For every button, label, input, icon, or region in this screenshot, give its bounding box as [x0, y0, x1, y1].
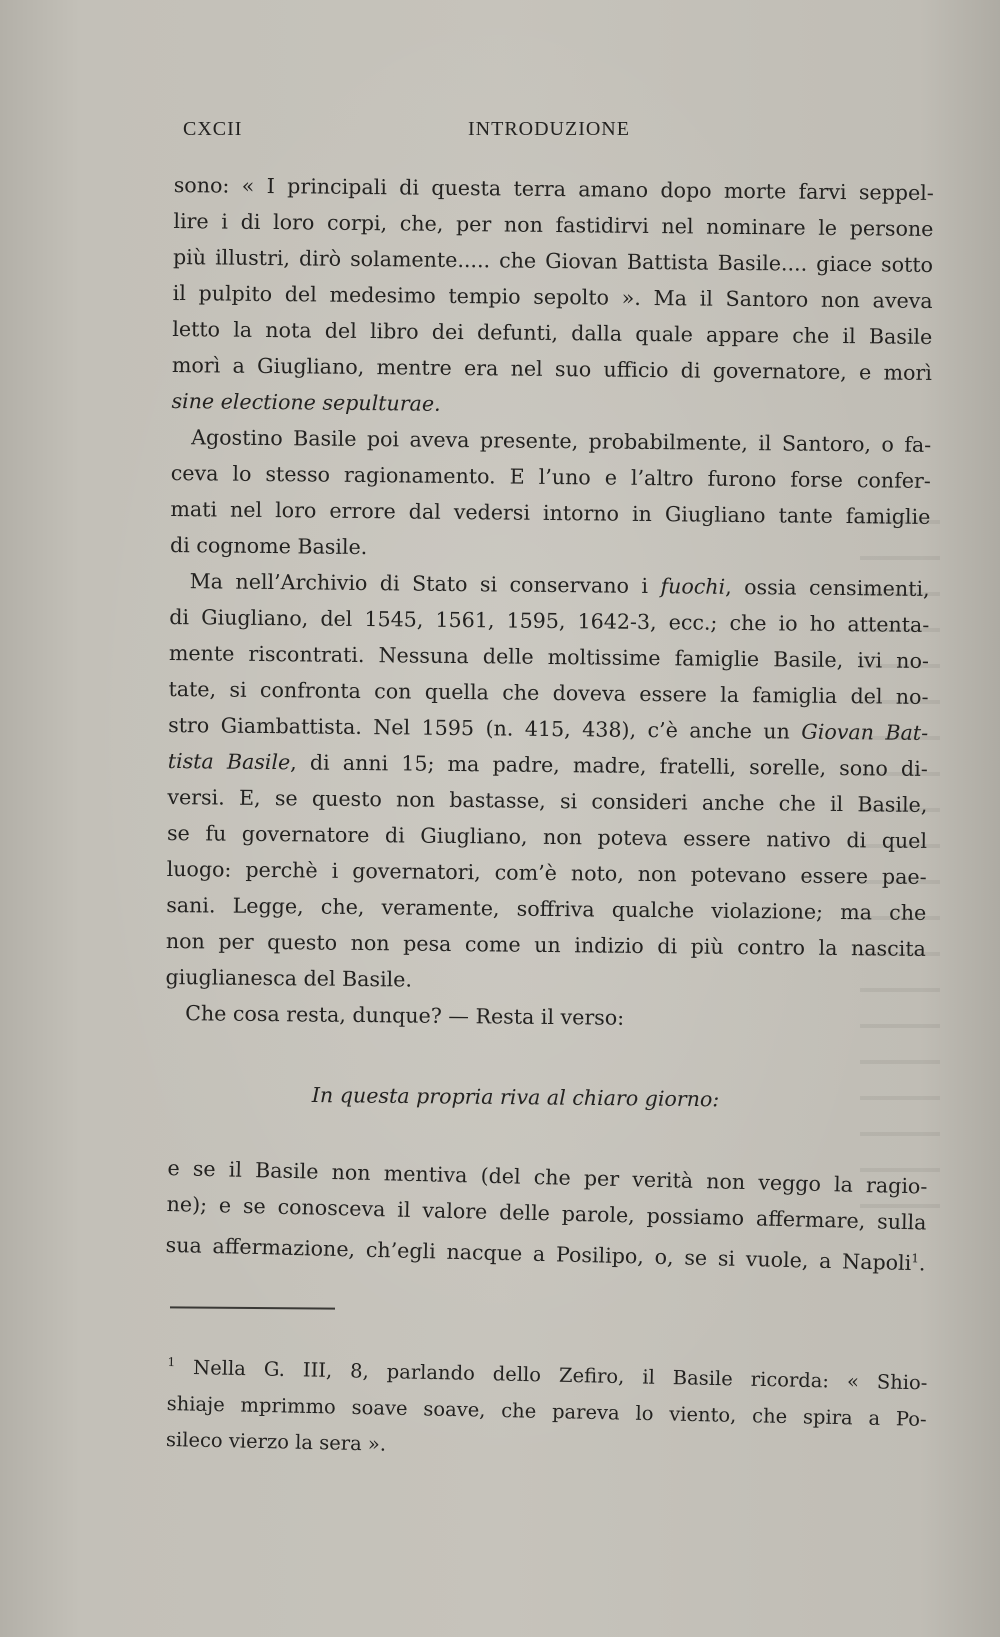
paragraph-1-line-3: più illustri, dirò solamente..... che Giovan Battista Basile.... giace sotto [172, 244, 934, 277]
paragraph-3-line-7: versi. E, se questo non bastasse, si consideri anche che il Basile, [167, 784, 928, 817]
paragraph-1-line-7: sine electione sepulturae. [171, 388, 441, 416]
paragraph-1-line-5: letto la nota del libro dei defunti, dalla quale appare che il Basile [172, 316, 933, 349]
paragraph-3-line-3: mente riscontrati. Nessuna delle moltissime famiglie Basile, ivi no- [168, 640, 929, 673]
paragraph-1-line-2: lire i di loro corpi, che, per non fastidirvi nel nominare le persone [173, 208, 934, 241]
main-text-block [165, 167, 934, 1039]
paragraph-3-line-5: stro Giambattista. Nel 1595 (n. 415, 438), c’è anche un Giovan Bat- [168, 712, 929, 745]
paragraph-5-line-1: e se il Basile non mentiva (del che per verità non veggo la ragio- [167, 1155, 928, 1199]
paragraph-5-line-3-text: sua affermazione, ch’egli nacque a Posilipo, o, se si vuole, a Napoli [165, 1232, 912, 1276]
footnote-divider [170, 1306, 335, 1309]
paragraph-4: Che cosa resta, dunque? — Resta il verso: [185, 1001, 625, 1030]
paragraph-3-line-1: Ma nell’Archivio di Stato si conservano i fuochi, ossia censimenti, [189, 569, 930, 601]
footnote-marker: 1 [167, 1354, 176, 1370]
paragraph-1-line-4: il pulpito del medesimo tempio sepolto ». Ma il Santoro non aveva [172, 280, 933, 313]
paragraph-3-line-9: luogo: perchè i governatori, com’è noto, non potevano essere pae- [166, 856, 927, 889]
paragraph-3-line-11: non per questo non pesa come un indizio di più contro la nascita [165, 928, 926, 961]
paragraph-3-line-4: tate, si confronta con quella che doveva essere la famiglia del no- [168, 676, 929, 709]
running-head [183, 112, 653, 152]
paragraph-3-line-6: tista Basile, di anni 15; ma padre, madre, fratelli, sorelle, sono di- [167, 748, 928, 781]
page-number: CXCII [183, 118, 243, 140]
paragraph-1-line-6: morì a Giugliano, mentre era nel suo ufficio di governatore, e morì [171, 352, 933, 385]
closing-paragraph [165, 1150, 928, 1281]
paragraph-2-line-4: di cognome Basile. [169, 532, 368, 560]
footnote-reference: 1 [911, 1251, 920, 1266]
paragraph-2-line-2: ceva lo stesso ragionamento. E l’uno e l’altro furono forse confer- [170, 460, 931, 493]
footnote-line-1-text: Nella G. III, 8, parlando dello Zefiro, il Basile ricorda: « Shio- [192, 1356, 928, 1395]
paragraph-2-line-3: mati nel loro errore dal vedersi intorno in Giugliano tante famiglie [170, 496, 931, 529]
paragraph-2-line-1: Agostino Basile poi aveva presente, probabilmente, il Santoro, o fa- [191, 425, 932, 457]
running-title: INTRODUZIONE [468, 118, 630, 140]
quoted-verse: In questa propria riva al chiaro giorno: [311, 1083, 720, 1112]
paragraph-1-line-1: sono: « I principali di questa terra amano dopo morte farvi seppel- [173, 172, 934, 205]
footnote-line-3: sileco vierzo la sera ». [165, 1427, 387, 1456]
paragraph-3-line-10: sani. Legge, che, veramente, soffriva qualche violazione; ma che [166, 892, 927, 925]
paragraph-3-line-12: giuglianesca del Basile. [165, 964, 413, 992]
paragraph-5-line-2: ne); e se conosceva il valore delle parole, possiamo affermare, sulla [166, 1191, 927, 1235]
paragraph-3-line-2: di Giugliano, del 1545, 1561, 1595, 1642-3, ecc.; che io ho attenta- [169, 604, 930, 637]
footnote-line-2: shiaje mprimmo soave soave, che pareva lo viento, che spira a Po- [166, 1391, 927, 1431]
footnote [166, 1344, 928, 1473]
paragraph-3-line-8: se fu governatore di Giugliano, non poteva essere nativo di quel [166, 820, 928, 853]
paragraph-5-line-3: sua affermazione, ch’egli nacque a Posilipo, o, se si vuole, a Napoli$^1$. [165, 1232, 926, 1276]
